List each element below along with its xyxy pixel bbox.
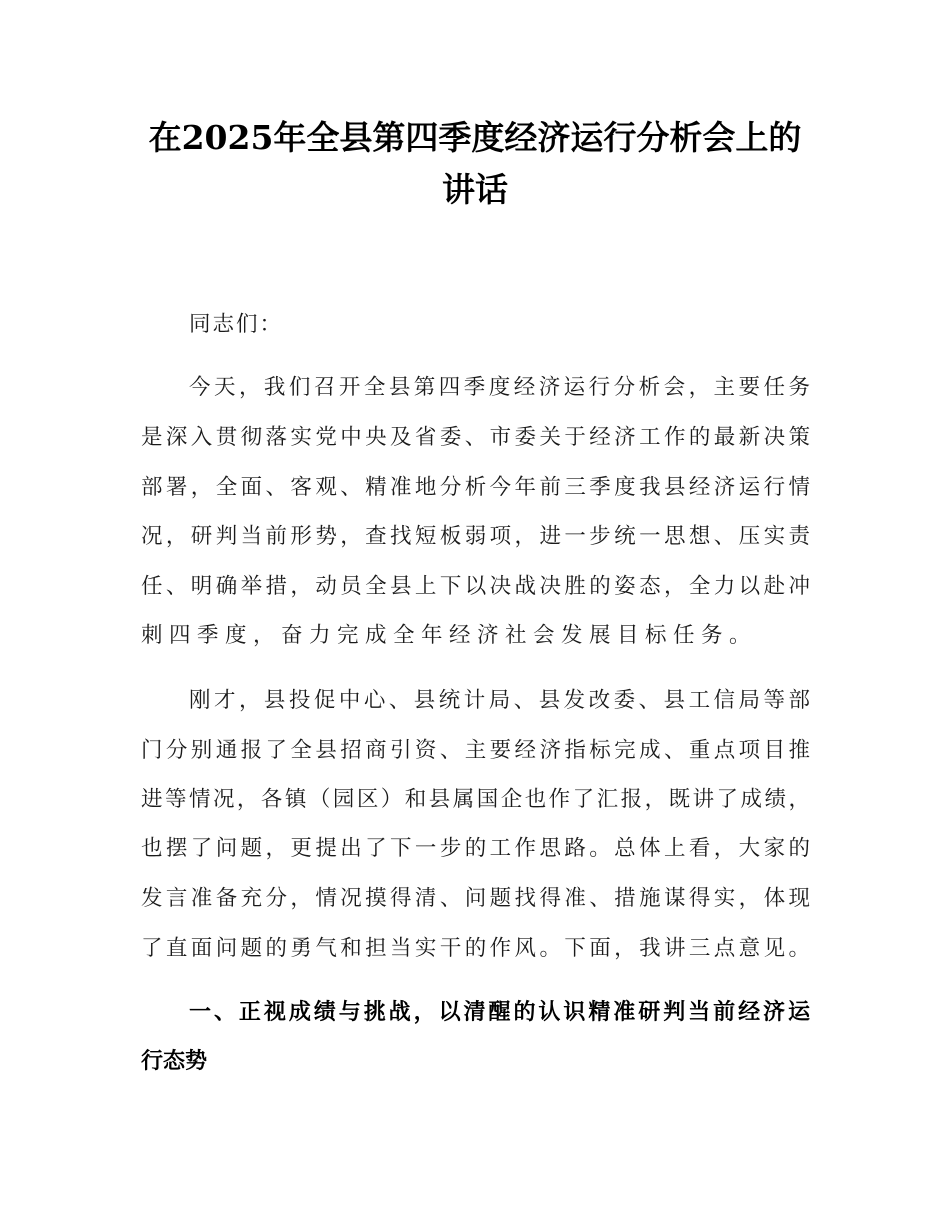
- paragraph-line: 今天，我们召开全县第四季度经济运行分析会，主要任务: [189, 375, 810, 400]
- paragraph-line: 进等情况，各镇（园区）和县属国企也作了汇报，既讲了成绩，: [141, 787, 810, 812]
- paragraph-line: 是深入贯彻落实党中央及省委、市委关于经济工作的最新决策: [141, 425, 810, 450]
- paragraph-line: 刚才，县投促中心、县统计局、县发改委、县工信局等部: [189, 688, 810, 713]
- paragraph-line: 部署，全面、客观、精准地分析今年前三季度我县经济运行情: [141, 475, 810, 500]
- salutation: 同志们：: [189, 312, 284, 337]
- paragraph-line: 门分别通报了全县招商引资、主要经济指标完成、重点项目推: [141, 738, 810, 763]
- section-heading-line: 一、正视成绩与挑战，以清醒的认识精准研判当前经济运: [189, 1000, 810, 1025]
- paragraph-line: 发言准备充分，情况摸得清、问题找得准、措施谋得实，体现: [141, 886, 810, 911]
- paragraph-line: 也摆了问题，更提出了下一步的工作思路。总体上看，大家的: [141, 836, 810, 861]
- paragraph-line: 任、明确举措，动员全县上下以决战决胜的姿态，全力以赴冲: [141, 574, 810, 599]
- paragraph-line: 况，研判当前形势，查找短板弱项，进一步统一思想、压实责: [141, 524, 810, 549]
- section-heading-line: 行态势: [141, 1049, 208, 1074]
- paragraph-line: 了直面问题的勇气和担当实干的作风。下面，我讲三点意见。: [141, 936, 810, 961]
- paragraph-line: 刺四季度，奋力完成全年经济社会发展目标任务。: [141, 623, 758, 648]
- document-title: [130, 112, 820, 216]
- title-line-1: 在2025年全县第四季度经济运行分析会上的: [148, 118, 802, 157]
- title-line-2: 讲话: [442, 170, 508, 209]
